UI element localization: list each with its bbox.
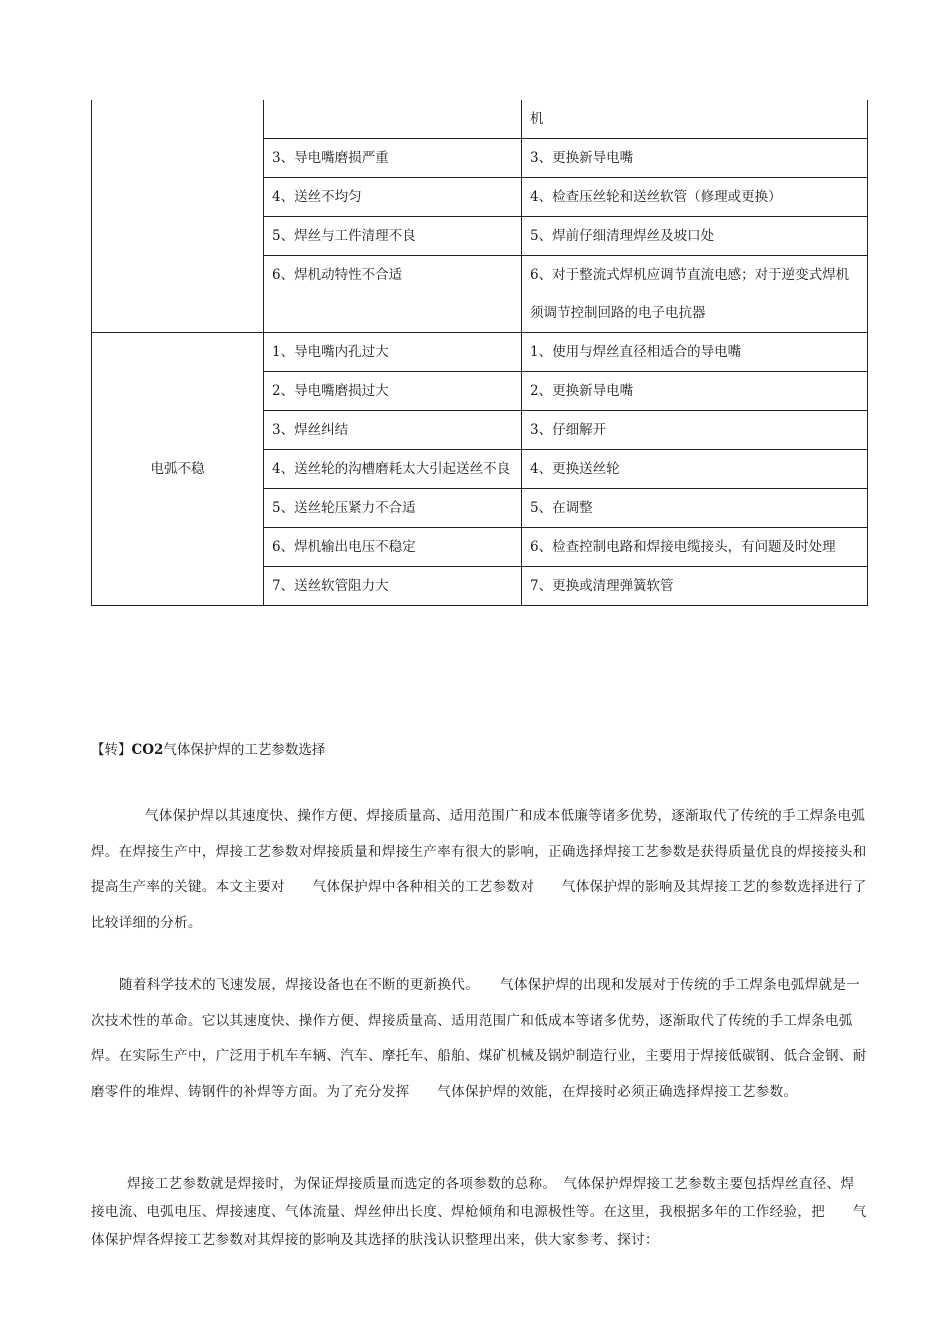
table-row xyxy=(92,333,868,372)
paragraph: 气体保护焊以其速度快、操作方便、焊接质量高、适用范围广和成本低廉等诸多优势，逐渐取代了传统的手工焊条电弧焊。在焊接生产中，焊接工艺参数对焊接质量和焊接生产率有很大的影响，正确选择焊接工艺参数是获得质量优良的焊接接头和提高生产率的关键。本文主要对 气体保护焊中各种相关的工艺参数对 气体保护焊的影响及其焊接工艺的参数选择进行了比较详细的分析。 xyxy=(91,808,867,931)
solution-cell: 3、更换新导电嘴 xyxy=(522,139,868,178)
cause-cell: 5、送丝轮压紧力不合适 xyxy=(264,489,522,528)
cause-cell xyxy=(264,100,522,139)
cause-cell: 7、送丝软管阻力大 xyxy=(264,567,522,606)
cause-cell: 2、导电嘴磨损过大 xyxy=(264,372,522,411)
solution-cell: 5、在调整 xyxy=(522,489,868,528)
solution-cell: 3、仔细解开 xyxy=(522,411,868,450)
cause-cell: 5、焊丝与工件清理不良 xyxy=(264,217,522,256)
solution-cell: 6、对于整流式焊机应调节直流电感；对于逆变式焊机须调节控制回路的电子电抗器 xyxy=(522,256,868,333)
solution-cell: 机 xyxy=(522,100,868,139)
troubleshooting-table xyxy=(91,100,868,606)
title-bold: CO2 xyxy=(131,742,164,758)
table-row xyxy=(92,100,868,139)
cause-cell: 4、送丝不均匀 xyxy=(264,178,522,217)
cause-cell: 6、焊机动特性不合适 xyxy=(264,256,522,333)
cause-cell: 1、导电嘴内孔过大 xyxy=(264,333,522,372)
cause-cell: 3、导电嘴磨损严重 xyxy=(264,139,522,178)
solution-cell: 4、检查压丝轮和送丝软管（修理或更换） xyxy=(522,178,868,217)
category-cell: 电弧不稳 xyxy=(92,333,264,606)
cause-cell: 3、焊丝纠结 xyxy=(264,411,522,450)
solution-cell: 7、更换或清理弹簧软管 xyxy=(522,567,868,606)
solution-cell: 5、焊前仔细清理焊丝及坡口处 xyxy=(522,217,868,256)
solution-cell: 4、更换送丝轮 xyxy=(522,450,868,489)
cause-cell: 6、焊机输出电压不稳定 xyxy=(264,528,522,567)
category-cell xyxy=(92,100,264,333)
title-rest: 气体保护焊的工艺参数选择 xyxy=(163,742,326,758)
paragraph: 焊接工艺参数就是焊接时，为保证焊接质量而选定的各项参数的总称。 气体保护焊焊接工艺参数主要包括焊丝直径、焊接电流、电弧电压、焊接速度、气体流量、焊丝伸出长度、焊枪倾角和电源极性等。在这里，我根据多年的工作经验，把 气体保护焊各焊接工艺参数对其焊接的影响及其选择的肤浅认识整理出来，供大家参考、探讨： xyxy=(91,1176,867,1248)
solution-cell: 2、更换新导电嘴 xyxy=(522,372,868,411)
cause-cell: 4、送丝轮的沟槽磨耗太大引起送丝不良 xyxy=(264,450,522,489)
title-prefix: 【转】 xyxy=(91,742,132,758)
paragraph: 随着科学技术的飞速发展，焊接设备也在不断的更新换代。 气体保护焊的出现和发展对于传统的手工焊条电弧焊就是一次技术性的革命。它以其速度快、操作方便、焊接质量高、适用范围广和低成本等诸多优势，逐渐取代了传统的手工焊条电弧焊。在实际生产中，广泛用于机车车辆、汽车、摩托车、船舶、煤矿机械及锅炉制造行业，主要用于焊接低碳钢、低合金钢、耐磨零件的堆焊、铸钢件的补焊等方面。为了充分发挥 气体保护焊的效能，在焊接时必须正确选择焊接工艺参数。 xyxy=(91,977,867,1100)
solution-cell: 1、使用与焊丝直径相适合的导电嘴 xyxy=(522,333,868,372)
article-title xyxy=(91,740,871,760)
solution-cell: 6、检查控制电路和焊接电缆接头，有问题及时处理 xyxy=(522,528,868,567)
